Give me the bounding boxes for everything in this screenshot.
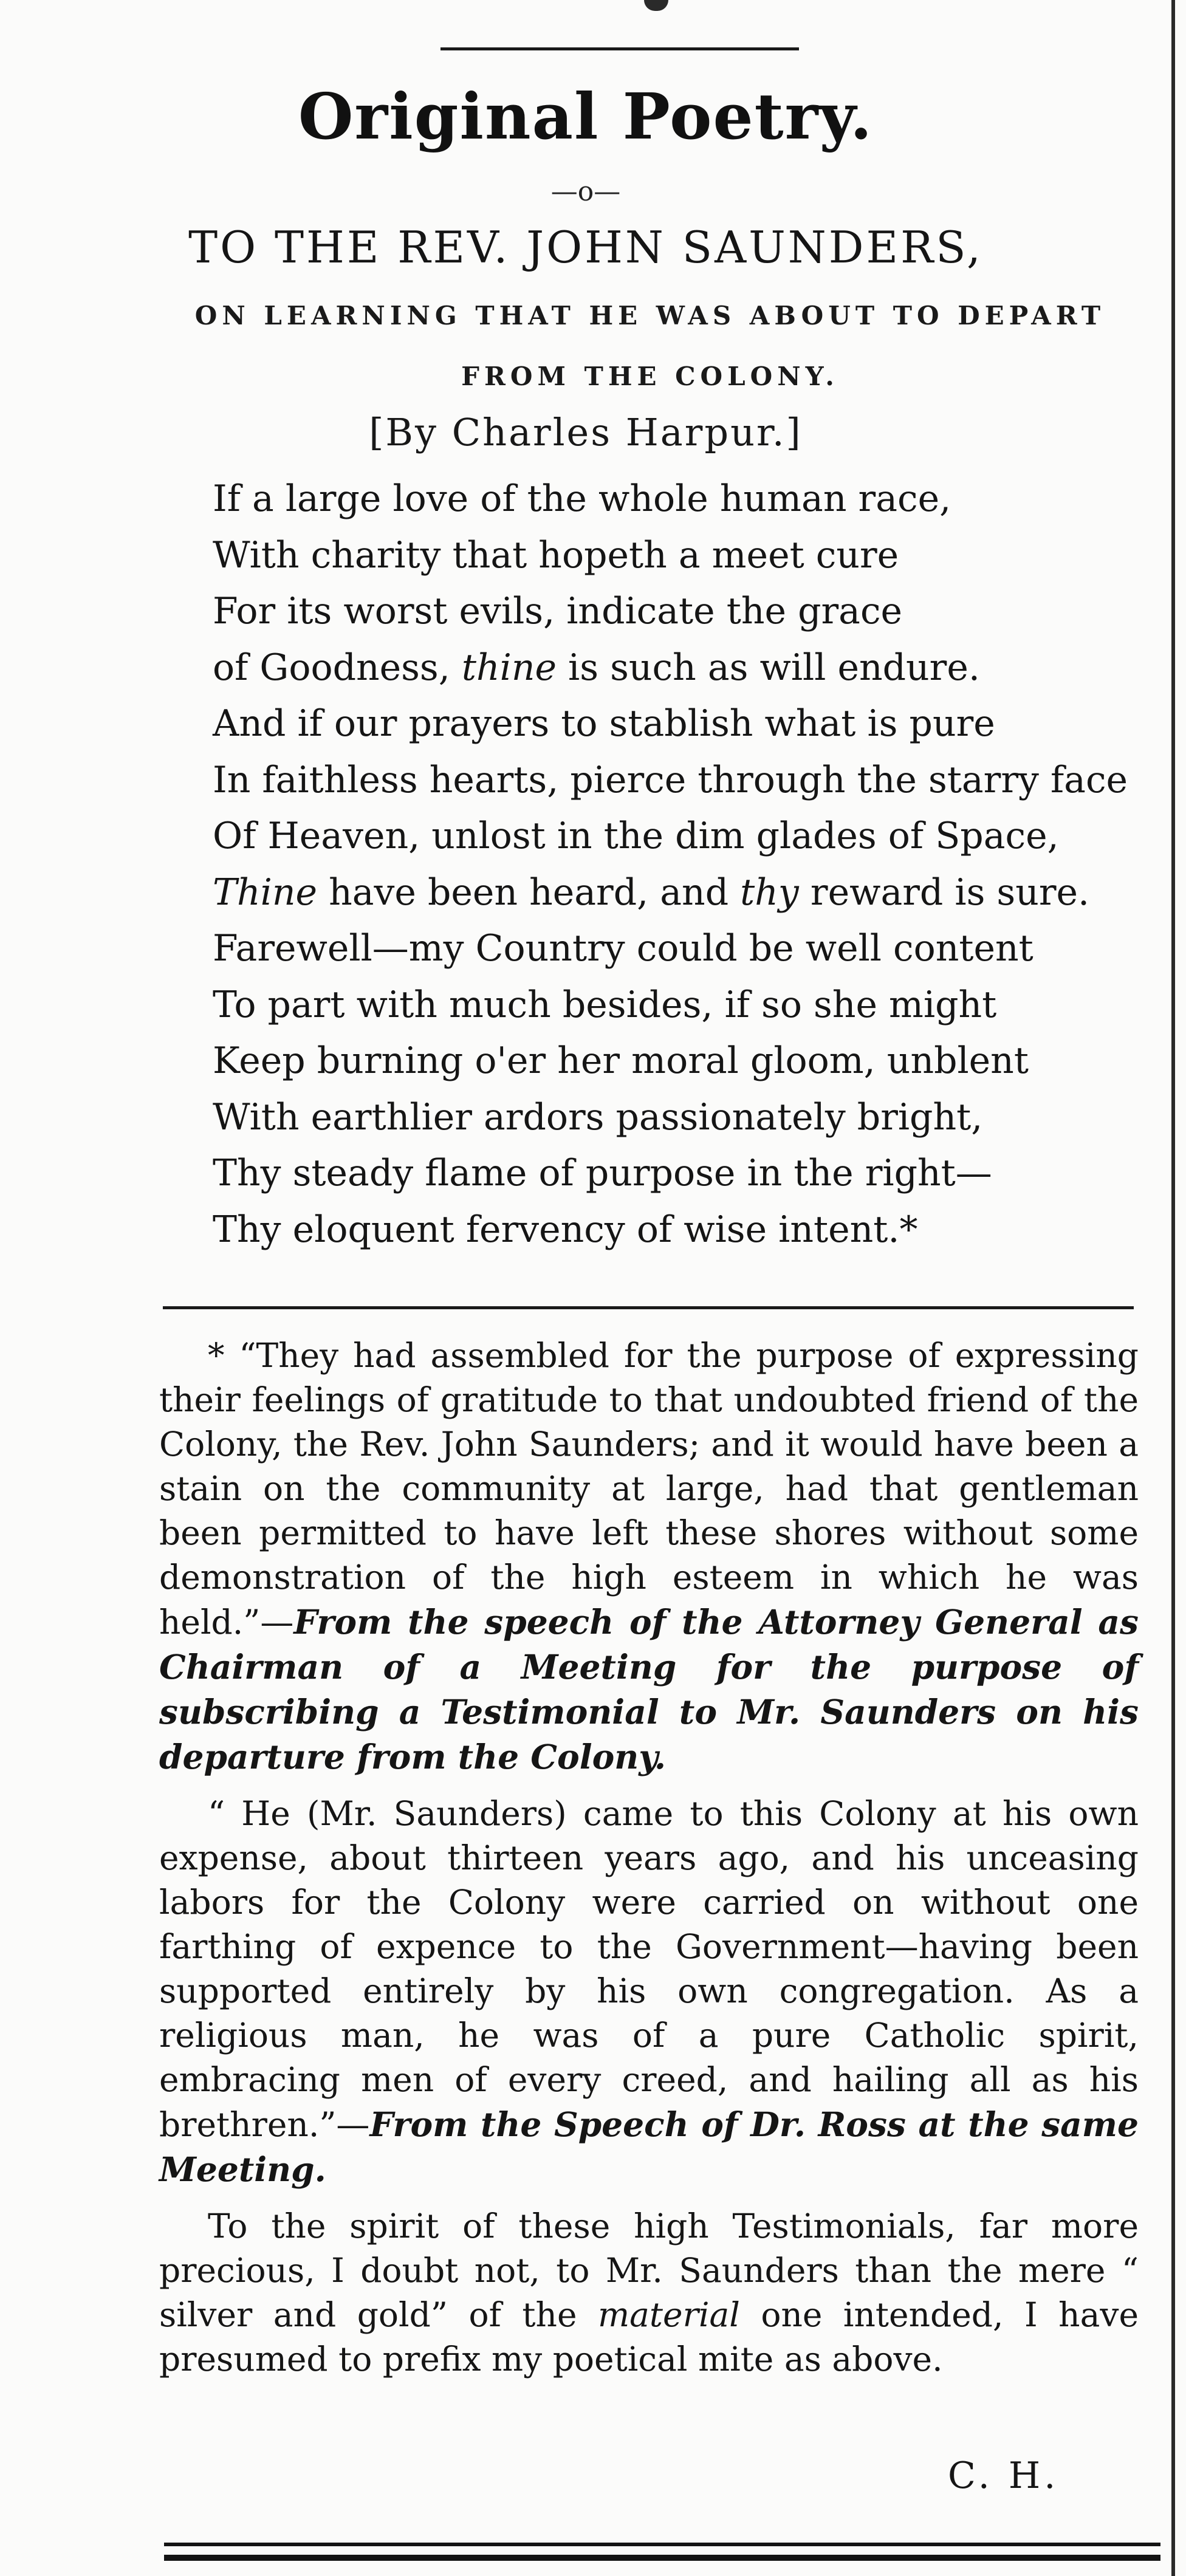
poem-line: Thy eloquent fervency of wise intent.* [213, 1208, 918, 1251]
poem-line: And if our prayers to stablish what is pure [213, 702, 995, 745]
footnote-source: From the speech of the Attorney General as Chairman of a Meeting for the purpose of subscribing a Testimonial to Mr. Saunders on his departure from the Colony. [159, 1602, 1139, 1776]
section-heading: Original Poetry. [298, 79, 874, 154]
poem-text: have been heard, and [317, 871, 741, 914]
poem-line: Keep burning o'er her moral gloom, unblent [213, 1040, 1029, 1082]
poem-line: With earthlier ardors passionately bright, [213, 1095, 983, 1139]
poem-text: is such as will endure. [556, 646, 980, 689]
top-letter-fragment [644, 0, 668, 11]
footnote-attorney-general [159, 1334, 1139, 1780]
top-rule [440, 47, 799, 50]
footnote-dr-ross [159, 1792, 1139, 2192]
poem-line: For its worst evils, indicate the grace [213, 590, 903, 632]
poem-text: of Goodness, [213, 646, 462, 689]
footnote-source: From the Speech of Dr. Ross at the same Meeting. [159, 2105, 1139, 2189]
closing-text: one intended, I have presumed to prefix my poetical mite as above. [159, 2295, 1139, 2379]
poem-emphasis: thine [461, 646, 557, 689]
poem-line [213, 640, 1160, 696]
poem-emphasis: Thine [213, 871, 318, 914]
poem-text: reward is sure. [798, 871, 1090, 914]
closing-text: To the spirit of these high Testimonials, far more precious, I doubt not, to Mr. Saunders than the mere “ silver and gold” of the [159, 2207, 1139, 2334]
footnote-rule [163, 1306, 1134, 1309]
ornament-divider: —o— [550, 176, 621, 207]
poem-line: To part with much besides, if so she might [213, 983, 997, 1026]
signature-initials: C. H. [948, 2454, 1060, 2497]
subtitle-line-1: ON LEARNING THAT HE WAS ABOUT TO DEPART [194, 301, 1106, 331]
closing-paragraph [159, 2204, 1139, 2382]
bottom-rule-thick [164, 2555, 1160, 2561]
subtitle-line-2: FROM THE COLONY. [461, 361, 839, 391]
poem-title: TO THE REV. JOHN SAUNDERS, [188, 222, 983, 273]
footnote-text: * “They had assembled for the purpose of expressing their feelings of gratitude to that undoubted friend of the Colony, the Rev. John Saunders; and it would have been a stain on the community at large, had that gentleman been permitted to have left these shores without some demonstration of the high esteem in which he was held.”— [159, 1336, 1139, 1642]
closing-emphasis: material [597, 2295, 740, 2334]
poem-emphasis: thy [740, 871, 799, 914]
poem-line: Farewell—my Country could be well content [213, 927, 1033, 970]
footnotes [159, 1334, 1139, 2394]
poem-line: Of Heaven, unlost in the dim glades of Space, [213, 815, 1059, 857]
poem-subtitle [158, 286, 1142, 407]
column-rule [1171, 0, 1175, 2576]
author-byline: [By Charles Harpur.] [369, 410, 803, 454]
poem-line: Thy steady flame of purpose in the right— [213, 1152, 992, 1194]
poem-line [213, 865, 1160, 921]
poem-line: In faithless hearts, pierce through the starry face [213, 758, 1128, 801]
footnote-text: “ He (Mr. Saunders) came to this Colony at his own expense, about thirteen years ago, and his unceasing labors for the Colony were carried on without one farthing of expence to the Government—having been supported entirely by his own congregation. As a religious man, he was of a pure Catholic spirit, embracing men of every creed, and hailing all as his brethren.”— [159, 1794, 1139, 2144]
poem-line: With charity that hopeth a meet cure [213, 533, 899, 577]
poem-body [213, 471, 1160, 1258]
bottom-rule-thin [164, 2543, 1160, 2546]
poem-line: If a large love of the whole human race, [213, 478, 951, 520]
